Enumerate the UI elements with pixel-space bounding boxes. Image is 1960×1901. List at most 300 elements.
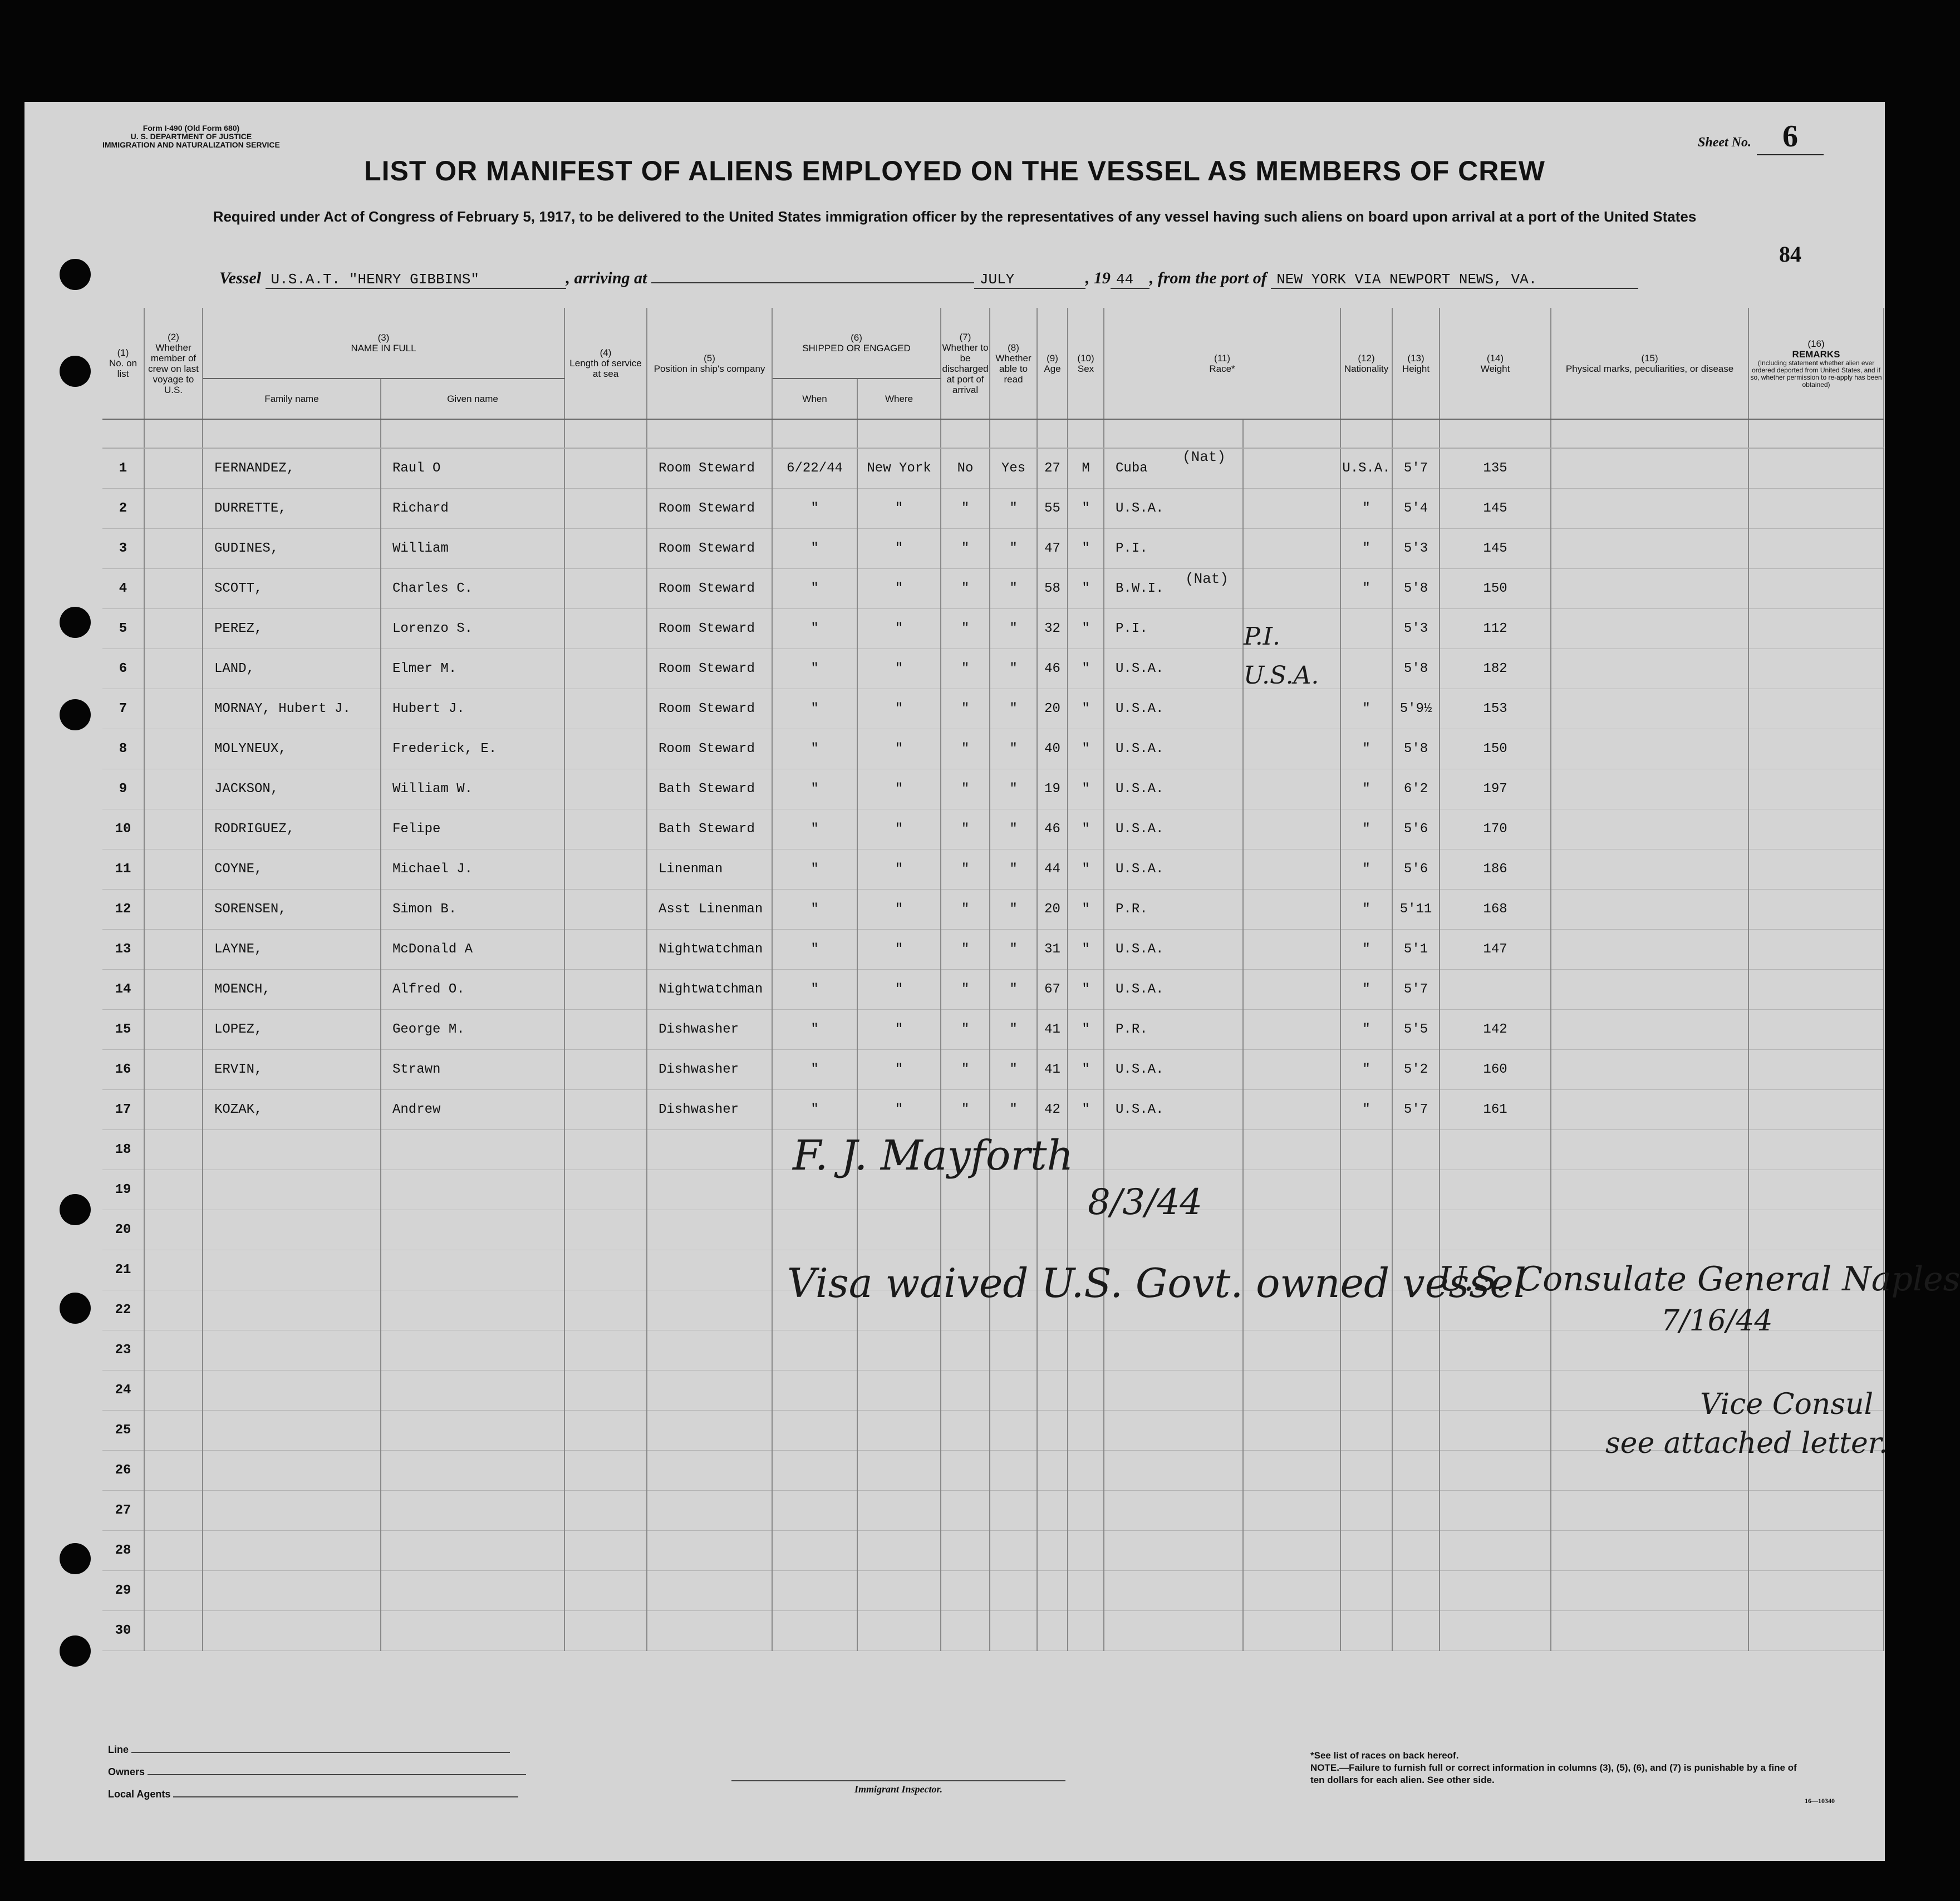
- remarks-cell: [1748, 1130, 1884, 1170]
- given-name: George M.: [381, 1010, 564, 1050]
- sex: [1068, 1451, 1104, 1491]
- marks-cell: [1551, 1170, 1748, 1210]
- shipped-when: ": [772, 569, 857, 609]
- height: [1392, 1411, 1440, 1451]
- row-number: 28: [102, 1531, 144, 1571]
- race: P.I.: [1104, 529, 1243, 569]
- discharged: ": [941, 1050, 990, 1090]
- table-row: [102, 1050, 1884, 1090]
- service: IMMIGRATION AND NATURALIZATION SERVICE: [102, 140, 280, 149]
- family-name: PEREZ,: [203, 609, 381, 649]
- col-member-header: (2) Whether member of crew on last voyage to U.S.: [144, 308, 203, 419]
- page-number: 84: [1779, 242, 1801, 267]
- service-cell: [564, 569, 647, 609]
- shipped-where: [857, 1571, 941, 1611]
- shipped-where: ": [857, 1090, 941, 1130]
- col-read-header: (8) Whether able to read: [990, 308, 1037, 419]
- age: 19: [1037, 769, 1068, 809]
- weight: [1440, 1571, 1551, 1611]
- age: 47: [1037, 529, 1068, 569]
- sex: [1068, 1531, 1104, 1571]
- service-cell: [564, 1451, 647, 1491]
- shipped-where: New York: [857, 448, 941, 489]
- family-name: KOZAK,: [203, 1090, 381, 1130]
- shipped-where: ": [857, 1010, 941, 1050]
- col-family-name-header: Family name: [203, 379, 381, 419]
- table-row: [102, 1531, 1884, 1571]
- marks-cell: [1551, 1050, 1748, 1090]
- discharged: ": [941, 970, 990, 1010]
- row-number: 3: [102, 529, 144, 569]
- nat-note-row4: (Nat): [1185, 571, 1229, 587]
- member-cell: [144, 489, 203, 529]
- given-name: Strawn: [381, 1050, 564, 1090]
- nationality: [1340, 1611, 1392, 1651]
- discharged: ": [941, 569, 990, 609]
- weight: [1440, 1411, 1551, 1451]
- member-cell: [144, 849, 203, 890]
- race: [1104, 1571, 1243, 1611]
- age: [1037, 1411, 1068, 1451]
- age: [1037, 1611, 1068, 1651]
- shipped-when: ": [772, 609, 857, 649]
- family-name: SCOTT,: [203, 569, 381, 609]
- marks-cell: [1551, 529, 1748, 569]
- shipped-when: [772, 1531, 857, 1571]
- nationality: [1340, 1571, 1392, 1611]
- age: [1037, 1531, 1068, 1571]
- shipped-when: ": [772, 1090, 857, 1130]
- discharged: ": [941, 729, 990, 769]
- family-name: LAYNE,: [203, 930, 381, 970]
- race: U.S.A.: [1104, 649, 1243, 689]
- weight: 168: [1440, 890, 1551, 930]
- height: [1392, 1451, 1440, 1491]
- given-name: Simon B.: [381, 890, 564, 930]
- discharged: ": [941, 849, 990, 890]
- weight: 147: [1440, 930, 1551, 970]
- age: 44: [1037, 849, 1068, 890]
- shipped-where: [857, 1371, 941, 1411]
- footer-note: [1310, 1750, 1800, 1786]
- nationality: [1340, 1330, 1392, 1371]
- shipped-when: ": [772, 809, 857, 849]
- col-name-header: (3) NAME IN FULL: [203, 308, 564, 379]
- shipped-where: [857, 1531, 941, 1571]
- race: U.S.A.: [1104, 809, 1243, 849]
- shipped-when: [772, 1210, 857, 1250]
- col-given-name-header: Given name: [381, 379, 564, 419]
- position: [647, 1491, 772, 1531]
- marks-cell: [1551, 1611, 1748, 1651]
- row-number: 11: [102, 849, 144, 890]
- sex: ": [1068, 649, 1104, 689]
- from-port: NEW YORK VIA NEWPORT NEWS, VA.: [1271, 271, 1638, 289]
- punch-hole: [60, 1635, 91, 1667]
- race-spacer: [1243, 1090, 1340, 1130]
- service-cell: [564, 529, 647, 569]
- race-spacer: [1243, 849, 1340, 890]
- discharged: [941, 1571, 990, 1611]
- height: 5'3: [1392, 609, 1440, 649]
- row-number: 18: [102, 1130, 144, 1170]
- nationality: [1340, 1411, 1392, 1451]
- row-number: 19: [102, 1170, 144, 1210]
- age: 41: [1037, 1050, 1068, 1090]
- height: 5'7: [1392, 448, 1440, 489]
- able-to-read: ": [990, 689, 1037, 729]
- remarks-cell: [1748, 1571, 1884, 1611]
- sex: ": [1068, 1010, 1104, 1050]
- position: [647, 1210, 772, 1250]
- row-number: 15: [102, 1010, 144, 1050]
- race: U.S.A.: [1104, 729, 1243, 769]
- remarks-cell: [1748, 1090, 1884, 1130]
- age: [1037, 1451, 1068, 1491]
- nationality: [1340, 1210, 1392, 1250]
- height: 5'4: [1392, 489, 1440, 529]
- race: U.S.A.: [1104, 769, 1243, 809]
- shipped-where: [857, 1611, 941, 1651]
- table-row: [102, 448, 1884, 489]
- marks-cell: [1551, 769, 1748, 809]
- remarks-cell: [1748, 769, 1884, 809]
- nationality: ": [1340, 849, 1392, 890]
- given-name: McDonald A: [381, 930, 564, 970]
- remarks-cell: [1748, 609, 1884, 649]
- row-number: 12: [102, 890, 144, 930]
- nationality: ": [1340, 1050, 1392, 1090]
- marks-cell: [1551, 609, 1748, 649]
- table-row: [102, 649, 1884, 689]
- age: 40: [1037, 729, 1068, 769]
- race-spacer: [1243, 1451, 1340, 1491]
- nationality: ": [1340, 890, 1392, 930]
- race: U.S.A.: [1104, 970, 1243, 1010]
- shipped-when: ": [772, 489, 857, 529]
- row-number: 30: [102, 1611, 144, 1651]
- remarks-cell: [1748, 970, 1884, 1010]
- service-cell: [564, 890, 647, 930]
- race-spacer: [1243, 1050, 1340, 1090]
- given-name: [381, 1491, 564, 1531]
- age: 42: [1037, 1090, 1068, 1130]
- punch-hole: [60, 607, 91, 638]
- discharged: [941, 1371, 990, 1411]
- race: U.S.A.: [1104, 489, 1243, 529]
- sex: ": [1068, 569, 1104, 609]
- given-name: Andrew: [381, 1090, 564, 1130]
- race: U.S.A.: [1104, 689, 1243, 729]
- marks-cell: [1551, 489, 1748, 529]
- col-service-header: (4) Length of service at sea: [564, 308, 647, 419]
- position: [647, 1571, 772, 1611]
- given-name: Lorenzo S.: [381, 609, 564, 649]
- service-cell: [564, 930, 647, 970]
- consulate-note: U.S. Consulate General Naples: [1438, 1260, 1960, 1299]
- visa-waived-note: Visa waived U.S. Govt. owned vessel: [787, 1260, 1526, 1306]
- able-to-read: ": [990, 809, 1037, 849]
- row-number: 29: [102, 1571, 144, 1611]
- sex: [1068, 1411, 1104, 1451]
- weight: [1440, 1210, 1551, 1250]
- shipped-where: [857, 1491, 941, 1531]
- race-spacer: [1243, 930, 1340, 970]
- height: 5'8: [1392, 569, 1440, 609]
- shipped-where: ": [857, 649, 941, 689]
- family-name: LAND,: [203, 649, 381, 689]
- race: U.S.A.: [1104, 1050, 1243, 1090]
- service-cell: [564, 1290, 647, 1330]
- row-number: 24: [102, 1371, 144, 1411]
- height: 5'6: [1392, 809, 1440, 849]
- discharged: ": [941, 489, 990, 529]
- race-spacer: [1243, 1491, 1340, 1531]
- race-spacer: [1243, 529, 1340, 569]
- table-row: [102, 890, 1884, 930]
- member-cell: [144, 1210, 203, 1250]
- given-name: [381, 1330, 564, 1371]
- shipped-where: ": [857, 890, 941, 930]
- shipped-where: ": [857, 569, 941, 609]
- row-number: 21: [102, 1250, 144, 1290]
- nationality: ": [1340, 569, 1392, 609]
- table-row: [102, 569, 1884, 609]
- handwritten-nationality-row6: U.S.A.: [1244, 661, 1319, 690]
- nationality: [1340, 609, 1392, 649]
- discharged: ": [941, 769, 990, 809]
- row-number: 17: [102, 1090, 144, 1130]
- remarks-cell: [1748, 930, 1884, 970]
- col-remarks-header: (16) REMARKS (Including statement whether alien ever ordered deported from United States, and if so, whether permission to re-apply has been obtained): [1748, 308, 1884, 419]
- row-number: 22: [102, 1290, 144, 1330]
- service-cell: [564, 1611, 647, 1651]
- row-number: 23: [102, 1330, 144, 1371]
- shipped-where: ": [857, 529, 941, 569]
- shipped-where: ": [857, 1050, 941, 1090]
- age: 31: [1037, 930, 1068, 970]
- age: 55: [1037, 489, 1068, 529]
- sex: [1068, 1371, 1104, 1411]
- vessel-label: Vessel: [219, 269, 261, 287]
- marks-cell: [1551, 970, 1748, 1010]
- service-cell: [564, 1050, 647, 1090]
- family-name: MOLYNEUX,: [203, 729, 381, 769]
- nationality: ": [1340, 489, 1392, 529]
- table-row: [102, 609, 1884, 649]
- age: [1037, 1491, 1068, 1531]
- height: [1392, 1210, 1440, 1250]
- family-name: DURRETTE,: [203, 489, 381, 529]
- shipped-when: [772, 1411, 857, 1451]
- marks-cell: [1551, 1571, 1748, 1611]
- sex: M: [1068, 448, 1104, 489]
- manifest-sheet: [24, 102, 1960, 1861]
- member-cell: [144, 689, 203, 729]
- sex: ": [1068, 689, 1104, 729]
- race: [1104, 1130, 1243, 1170]
- service-cell: [564, 1010, 647, 1050]
- owners-label: Owners: [108, 1766, 145, 1777]
- service-cell: [564, 1130, 647, 1170]
- col-sex-header: (10) Sex: [1068, 308, 1104, 419]
- service-cell: [564, 970, 647, 1010]
- weight: 170: [1440, 809, 1551, 849]
- race-spacer: [1243, 1611, 1340, 1651]
- nationality: [1340, 1130, 1392, 1170]
- race-spacer: [1243, 448, 1340, 489]
- able-to-read: ": [990, 930, 1037, 970]
- height: 6'2: [1392, 769, 1440, 809]
- nationality: [1340, 1371, 1392, 1411]
- service-cell: [564, 1170, 647, 1210]
- form-code: 16—10340: [1805, 1797, 1835, 1805]
- age: [1037, 1210, 1068, 1250]
- position: Bath Steward: [647, 769, 772, 809]
- race-spacer: [1243, 1170, 1340, 1210]
- nat-note-row1: (Nat): [1182, 449, 1226, 465]
- shipped-where: ": [857, 930, 941, 970]
- height: [1392, 1611, 1440, 1651]
- table-row: [102, 970, 1884, 1010]
- line-label: Line: [108, 1744, 129, 1755]
- family-name: [203, 1491, 381, 1531]
- able-to-read: [990, 1411, 1037, 1451]
- row-number: 1: [102, 448, 144, 489]
- position: Nightwatchman: [647, 970, 772, 1010]
- height: 5'2: [1392, 1050, 1440, 1090]
- family-name: MORNAY, Hubert J.: [203, 689, 381, 729]
- marks-cell: [1551, 930, 1748, 970]
- race-spacer: [1243, 1531, 1340, 1571]
- position: [647, 1531, 772, 1571]
- given-name: [381, 1250, 564, 1290]
- family-name: [203, 1451, 381, 1491]
- race-spacer: [1243, 489, 1340, 529]
- family-name: [203, 1210, 381, 1250]
- weight: 150: [1440, 729, 1551, 769]
- table-row: [102, 489, 1884, 529]
- nationality: ": [1340, 689, 1392, 729]
- family-name: [203, 1571, 381, 1611]
- punch-hole: [60, 1293, 91, 1324]
- department: U. S. DEPARTMENT OF JUSTICE: [130, 132, 252, 141]
- punch-hole: [60, 356, 91, 387]
- race-spacer: [1243, 1010, 1340, 1050]
- nationality: ": [1340, 1010, 1392, 1050]
- given-name: Hubert J.: [381, 689, 564, 729]
- race-spacer: [1243, 1330, 1340, 1371]
- able-to-read: ": [990, 1010, 1037, 1050]
- shipped-when: ": [772, 1010, 857, 1050]
- sheet-label: Sheet No.: [1698, 135, 1751, 150]
- family-name: MOENCH,: [203, 970, 381, 1010]
- age: [1037, 1571, 1068, 1611]
- remarks-cell: [1748, 529, 1884, 569]
- family-name: FERNANDEZ,: [203, 448, 381, 489]
- row-number: 7: [102, 689, 144, 729]
- service-cell: [564, 689, 647, 729]
- family-name: GUDINES,: [203, 529, 381, 569]
- position: Linenman: [647, 849, 772, 890]
- discharged: [941, 1330, 990, 1371]
- able-to-read: ": [990, 609, 1037, 649]
- discharged: ": [941, 529, 990, 569]
- service-cell: [564, 809, 647, 849]
- sex: ": [1068, 489, 1104, 529]
- able-to-read: ": [990, 569, 1037, 609]
- family-name: [203, 1250, 381, 1290]
- service-cell: [564, 649, 647, 689]
- col-position-header: (5) Position in ship's company: [647, 308, 772, 419]
- able-to-read: [990, 1330, 1037, 1371]
- inspector-signature-line: Immigrant Inspector.: [731, 1780, 1065, 1795]
- row-number: 10: [102, 809, 144, 849]
- remarks-cell: [1748, 1170, 1884, 1210]
- col-where-header: Where: [857, 379, 941, 419]
- remarks-cell: [1748, 849, 1884, 890]
- race-spacer: [1243, 1411, 1340, 1451]
- able-to-read: ": [990, 769, 1037, 809]
- race-spacer: [1243, 569, 1340, 609]
- position: [647, 1250, 772, 1290]
- family-name: JACKSON,: [203, 769, 381, 809]
- shipped-where: ": [857, 970, 941, 1010]
- weight: [1440, 1451, 1551, 1491]
- sex: ": [1068, 1090, 1104, 1130]
- discharged: ": [941, 809, 990, 849]
- remarks-cell: [1748, 1611, 1884, 1651]
- remarks-cell: [1748, 1531, 1884, 1571]
- race: U.S.A.: [1104, 1090, 1243, 1130]
- sex: ": [1068, 769, 1104, 809]
- shipped-when: ": [772, 849, 857, 890]
- race: P.R.: [1104, 890, 1243, 930]
- race-spacer: [1243, 809, 1340, 849]
- member-cell: [144, 649, 203, 689]
- shipped-when: ": [772, 890, 857, 930]
- height: 5'9½: [1392, 689, 1440, 729]
- member-cell: [144, 970, 203, 1010]
- punch-hole: [60, 1194, 91, 1225]
- service-cell: [564, 448, 647, 489]
- weight: 145: [1440, 529, 1551, 569]
- given-name: Charles C.: [381, 569, 564, 609]
- weight: 142: [1440, 1010, 1551, 1050]
- shipped-where: [857, 1210, 941, 1250]
- crew-rows: [102, 419, 1884, 1651]
- position: [647, 1451, 772, 1491]
- position: Room Steward: [647, 529, 772, 569]
- given-name: [381, 1571, 564, 1611]
- height: [1392, 1170, 1440, 1210]
- table-row: [102, 1571, 1884, 1611]
- service-cell: [564, 729, 647, 769]
- age: 27: [1037, 448, 1068, 489]
- family-name: [203, 1411, 381, 1451]
- race: [1104, 1491, 1243, 1531]
- height: 5'5: [1392, 1010, 1440, 1050]
- marks-cell: [1551, 448, 1748, 489]
- able-to-read: ": [990, 1050, 1037, 1090]
- shipped-where: ": [857, 849, 941, 890]
- weight: [1440, 970, 1551, 1010]
- member-cell: [144, 609, 203, 649]
- col-no-header: (1) No. on list: [102, 308, 144, 419]
- family-name: [203, 1170, 381, 1210]
- position: [647, 1411, 772, 1451]
- nationality: ": [1340, 970, 1392, 1010]
